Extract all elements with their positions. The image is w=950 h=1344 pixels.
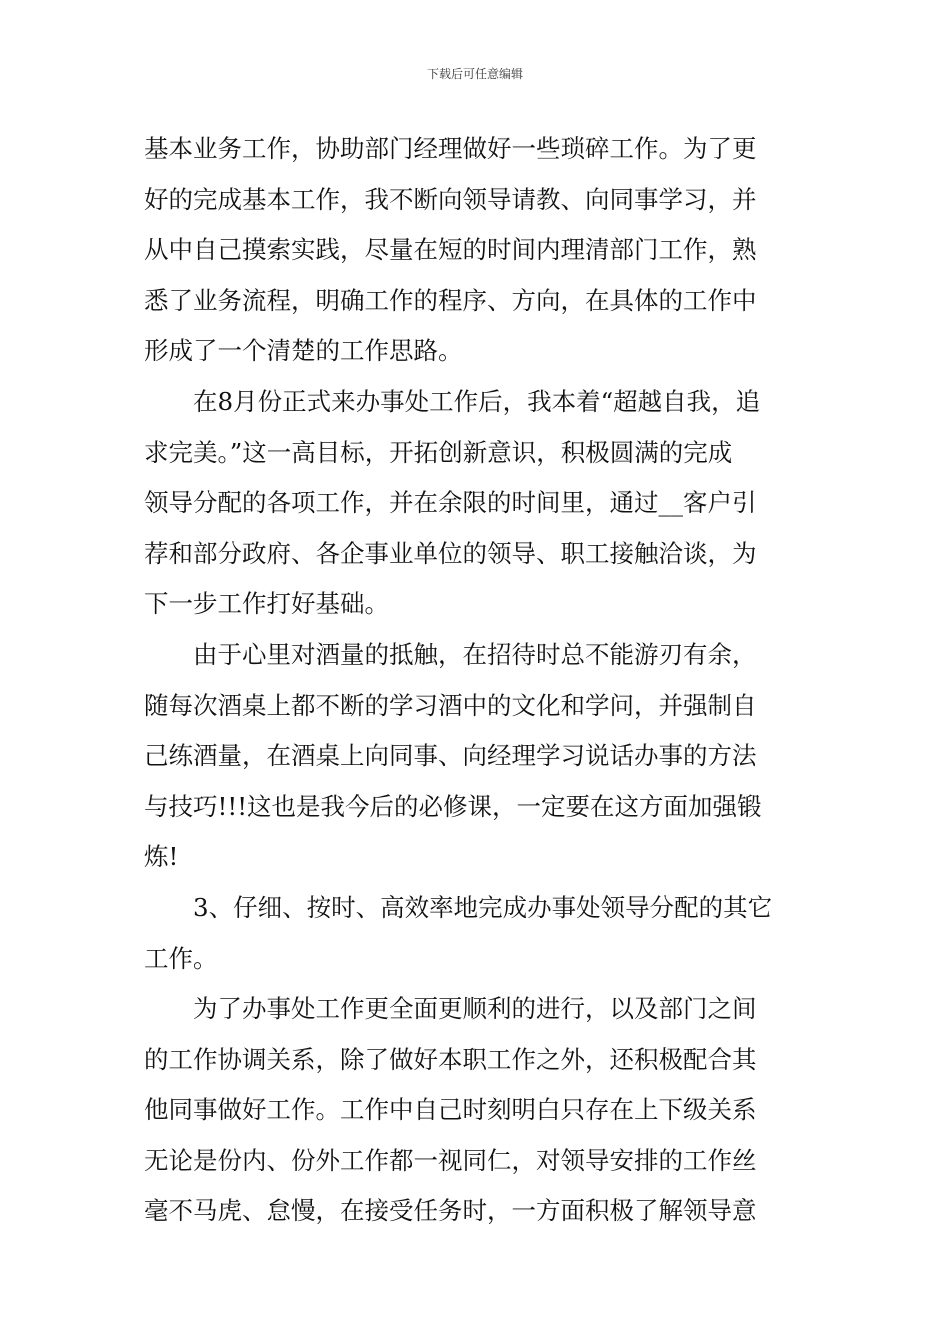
text-line: 己练酒量，在酒桌上向同事、向经理学习说话办事的方法 — [144, 741, 757, 771]
text-line: 从中自己摸索实践，尽量在短的时间内理清部门工作，熟 — [144, 235, 757, 265]
paragraph-first-line: 由于心里对酒量的抵触，在招待时总不能游刃有余， — [193, 639, 757, 669]
text-line: 他同事做好工作。工作中自己时刻明白只存在上下级关系 — [144, 1095, 757, 1125]
text-line: 随每次酒桌上都不断的学习酒中的文化和学问，并强制自 — [144, 690, 757, 720]
document-body — [144, 124, 808, 1237]
paragraph-first-line: 在8月份正式来办事处工作后，我本着“超越自我，追 — [193, 386, 761, 416]
text-line: 下一步工作打好基础。 — [144, 589, 389, 619]
text-line: 的工作协调关系，除了做好本职工作之外，还积极配合其 — [144, 1044, 757, 1074]
text-line: 形成了一个清楚的工作思路。 — [144, 336, 463, 366]
text-line: 工作。 — [144, 943, 218, 973]
text-line: 毫不马虎、怠慢，在接受任务时，一方面积极了解领导意 — [144, 1196, 757, 1226]
text-line: 求完美。”这一高目标，开拓创新意识，积极圆满的完成 — [144, 437, 733, 467]
text-line: 荐和部分政府、各企事业单位的领导、职工接触洽谈，为 — [144, 538, 757, 568]
page-header-note: 下载后可任意编辑 — [426, 67, 523, 81]
text-line: 好的完成基本工作，我不断向领导请教、向同事学习，并 — [144, 184, 757, 214]
paragraph-first-line: 为了办事处工作更全面更顺利的进行，以及部门之间 — [193, 994, 757, 1024]
text-line: 与技巧!!!这也是我今后的必修课，一定要在这方面加强锻 — [144, 791, 762, 821]
text-line: 炼! — [144, 842, 179, 872]
paragraph-first-line: 3、仔细、按时、高效率地完成办事处领导分配的其它 — [193, 892, 773, 922]
text-line: 悉了业务流程，明确工作的程序、方向，在具体的工作中 — [144, 285, 757, 315]
text-line: 基本业务工作，协助部门经理做好一些琐碎工作。为了更 — [144, 134, 757, 163]
text-line: 领导分配的各项工作，并在余限的时间里，通过__客户引 — [144, 488, 757, 518]
text-line: 无论是份内、份外工作都一视同仁，对领导安排的工作丝 — [144, 1145, 757, 1175]
